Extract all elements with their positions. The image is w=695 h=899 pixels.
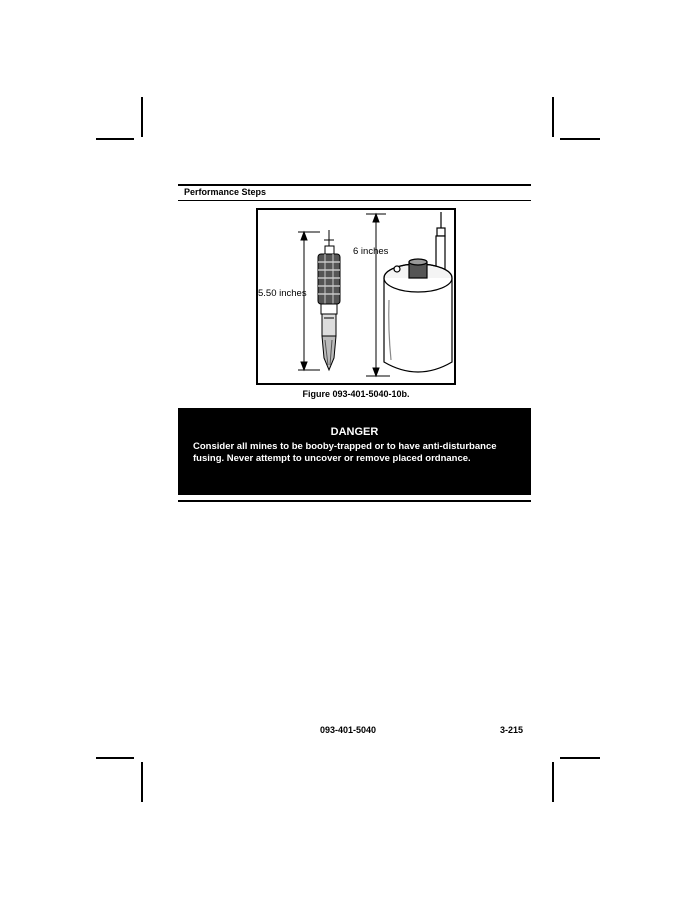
section-bottom-rule (178, 500, 531, 502)
crop-mark-bottom-left-horizontal (96, 757, 134, 759)
dimension-right-label: 6 inches (353, 246, 389, 257)
crop-mark-bottom-right-vertical (552, 762, 554, 802)
figure-caption: Figure 093-401-5040-10b. (302, 389, 410, 399)
crop-mark-top-left-vertical (141, 97, 143, 137)
dimension-left-label: 5.50 inches (258, 288, 307, 299)
mine-illustration (258, 210, 454, 383)
crop-mark-bottom-right-horizontal (560, 757, 600, 759)
danger-title: DANGER (330, 426, 379, 438)
footer-task-number: 093-401-5040 (320, 725, 377, 735)
section-underline (178, 200, 531, 201)
mine-canister-drawing (384, 212, 452, 372)
figure-frame (256, 208, 456, 385)
fuze-drawing (318, 230, 340, 370)
section-title: Performance Steps (184, 187, 267, 197)
crop-mark-top-right-vertical (552, 97, 554, 137)
crop-mark-top-right-horizontal (560, 138, 600, 140)
left-dimension-line (298, 232, 320, 370)
footer-page-number: 3-215 (500, 725, 524, 735)
section-top-rule (178, 184, 531, 186)
crop-mark-bottom-left-vertical (141, 762, 143, 802)
crop-mark-top-left-horizontal (96, 138, 134, 140)
danger-text: Consider all mines to be booby-trapped or to have anti-disturbance fusing. Never attempt to uncover or remove placed ordnance. (193, 441, 497, 464)
danger-box (178, 408, 531, 495)
